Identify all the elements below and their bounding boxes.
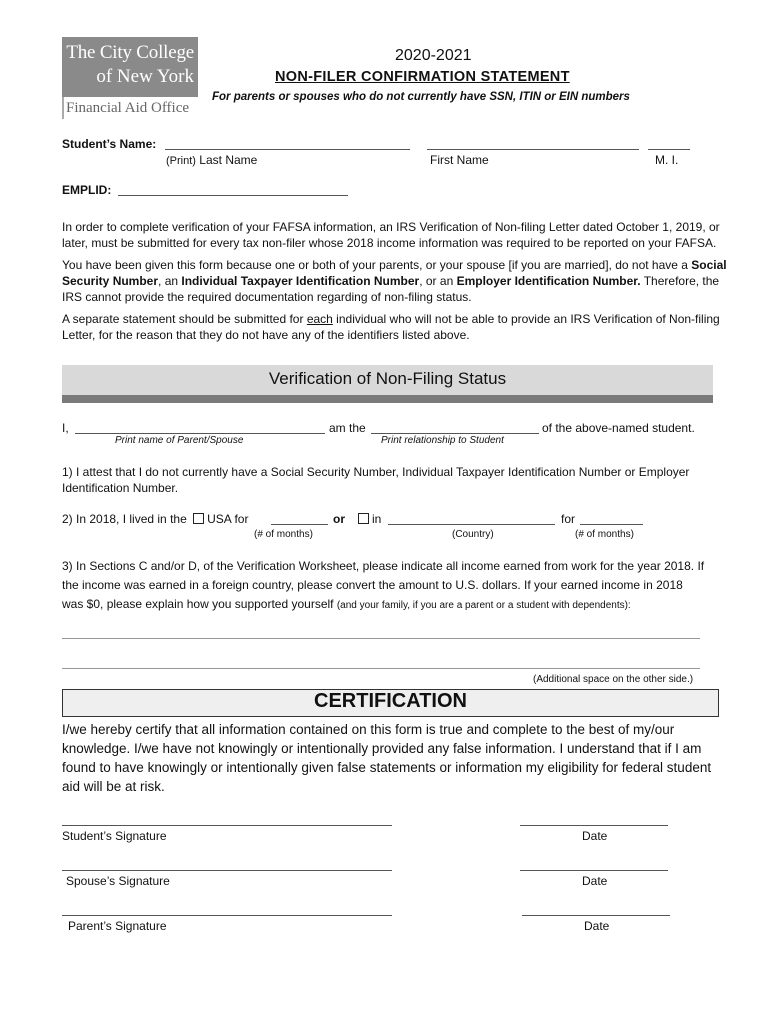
relationship-hint: Print relationship to Student xyxy=(381,435,504,446)
of-student-label: of the above-named student. xyxy=(542,421,695,435)
parent-signature-field[interactable] xyxy=(62,915,392,916)
in-label: in xyxy=(372,512,382,526)
item-3 xyxy=(62,557,707,615)
student-signature-field[interactable] xyxy=(62,825,392,826)
logo-line-1: The City College xyxy=(66,42,194,63)
parent-date-field[interactable] xyxy=(522,915,670,916)
last-name-label: Last Name xyxy=(199,153,258,167)
foreign-checkbox[interactable] xyxy=(358,513,369,524)
item-3-note: (and your family, if you are a parent or a student with dependents): xyxy=(336,600,631,611)
explanation-line-2[interactable] xyxy=(62,668,700,669)
student-name-label: Student’s Name xyxy=(62,137,153,151)
spouse-signature-label: Spouse’s Signature xyxy=(66,874,170,888)
or-label: or xyxy=(333,512,345,526)
foreign-months-field[interactable] xyxy=(580,524,643,525)
parent-date-label: Date xyxy=(584,919,610,933)
i-label: I, xyxy=(62,421,69,435)
logo-divider xyxy=(62,97,64,119)
intro-paragraph-2: You have been given this form because one or both of your parents, or your spouse [if you are married], do not have a Social Security Number, an Individual Taxpayer Identification Number, or an Employer Identification Number. Therefore, the IRS cannot provide the required documentation regarding of non-filing status. xyxy=(62,258,727,304)
item-2 xyxy=(62,512,248,526)
intro-paragraph-3: A separate statement should be submitted for each individual who will not be able to provide an IRS Verification of Non-filing Letter, for the reason that they do not have any of the identifiers listed above. xyxy=(62,312,720,342)
country-field[interactable] xyxy=(388,524,555,525)
certification-text: I/we hereby certify that all information contained on this form is true and complete to the best of my/our knowledge. I/we have not knowingly or intentionally provided any false information. I understand that if I am found to have knowingly or intentionally given false statements or information my eligibility for federal student aid will be at risk. xyxy=(62,722,712,794)
section-band-shadow xyxy=(62,395,713,403)
mi-label: M. I. xyxy=(655,153,679,167)
intro-paragraph-1: In order to complete verification of your FAFSA information, an IRS Verification of Non-filing Letter dated October 1, 2019, or later, must be submitted for every tax non-filer whose 2018 income information was required to be reported on your FAFSA. xyxy=(62,220,720,250)
explanation-line-1[interactable] xyxy=(62,638,700,639)
student-date-label: Date xyxy=(582,829,608,843)
last-name-field[interactable] xyxy=(165,149,410,150)
emplid-field[interactable] xyxy=(118,195,348,196)
form-year: 2020-2021 xyxy=(395,47,472,64)
first-name-field[interactable] xyxy=(427,149,639,150)
item-3-text: 3) In Sections C and/or D, of the Verification Worksheet, please indicate all income earned from work for the year 2018. If the income was earned in a foreign country, please convert the amount to U.S. dollars. If your earned income in 2018 was $0, please explain how you supported yourself xyxy=(62,559,705,611)
usa-label: USA for xyxy=(207,512,249,526)
for-label: for xyxy=(561,512,576,526)
student-date-field[interactable] xyxy=(520,825,668,826)
spouse-signature-field[interactable] xyxy=(62,870,392,871)
middle-initial-field[interactable] xyxy=(648,149,690,150)
student-signature-label: Student’s Signature xyxy=(62,829,167,843)
emplid-label: EMPLID xyxy=(62,183,108,197)
section-title: Verification of Non-Filing Status xyxy=(268,369,507,388)
usa-checkbox[interactable] xyxy=(193,513,204,524)
country-hint: (Country) xyxy=(452,529,494,540)
first-name-label: First Name xyxy=(430,153,489,167)
usa-months-hint: (# of months) xyxy=(254,529,313,540)
college-logo xyxy=(62,37,198,97)
spouse-date-label: Date xyxy=(582,874,608,888)
parent-name-field[interactable] xyxy=(75,433,325,434)
page-subtitle: For parents or spouses who do not currently have SSN, ITIN or EIN numbers xyxy=(212,91,630,103)
logo-line-2: of New York xyxy=(96,66,194,87)
print-label: (Print) xyxy=(166,155,196,167)
page-title: NON-FILER CONFIRMATION STATEMENT xyxy=(275,69,570,85)
additional-space-note: (Additional space on the other side.) xyxy=(533,674,694,685)
certification-title: CERTIFICATION xyxy=(314,690,467,712)
item-1: 1) I attest that I do not currently have a Social Security Number, Individual Taxpayer Identification Number or Employer Identification Number. xyxy=(62,465,690,495)
usa-months-field[interactable] xyxy=(271,524,328,525)
foreign-months-hint: (# of months) xyxy=(575,529,634,540)
intro-text xyxy=(62,219,732,349)
parent-signature-label: Parent’s Signature xyxy=(68,919,167,933)
relationship-field[interactable] xyxy=(371,433,539,434)
parent-name-hint: Print name of Parent/Spouse xyxy=(115,435,244,446)
am-the-label: am the xyxy=(329,421,366,435)
logo-subtitle: Financial Aid Office xyxy=(66,100,190,116)
item-2-text: 2) In 2018, I lived in the xyxy=(62,512,187,526)
spouse-date-field[interactable] xyxy=(520,870,668,871)
